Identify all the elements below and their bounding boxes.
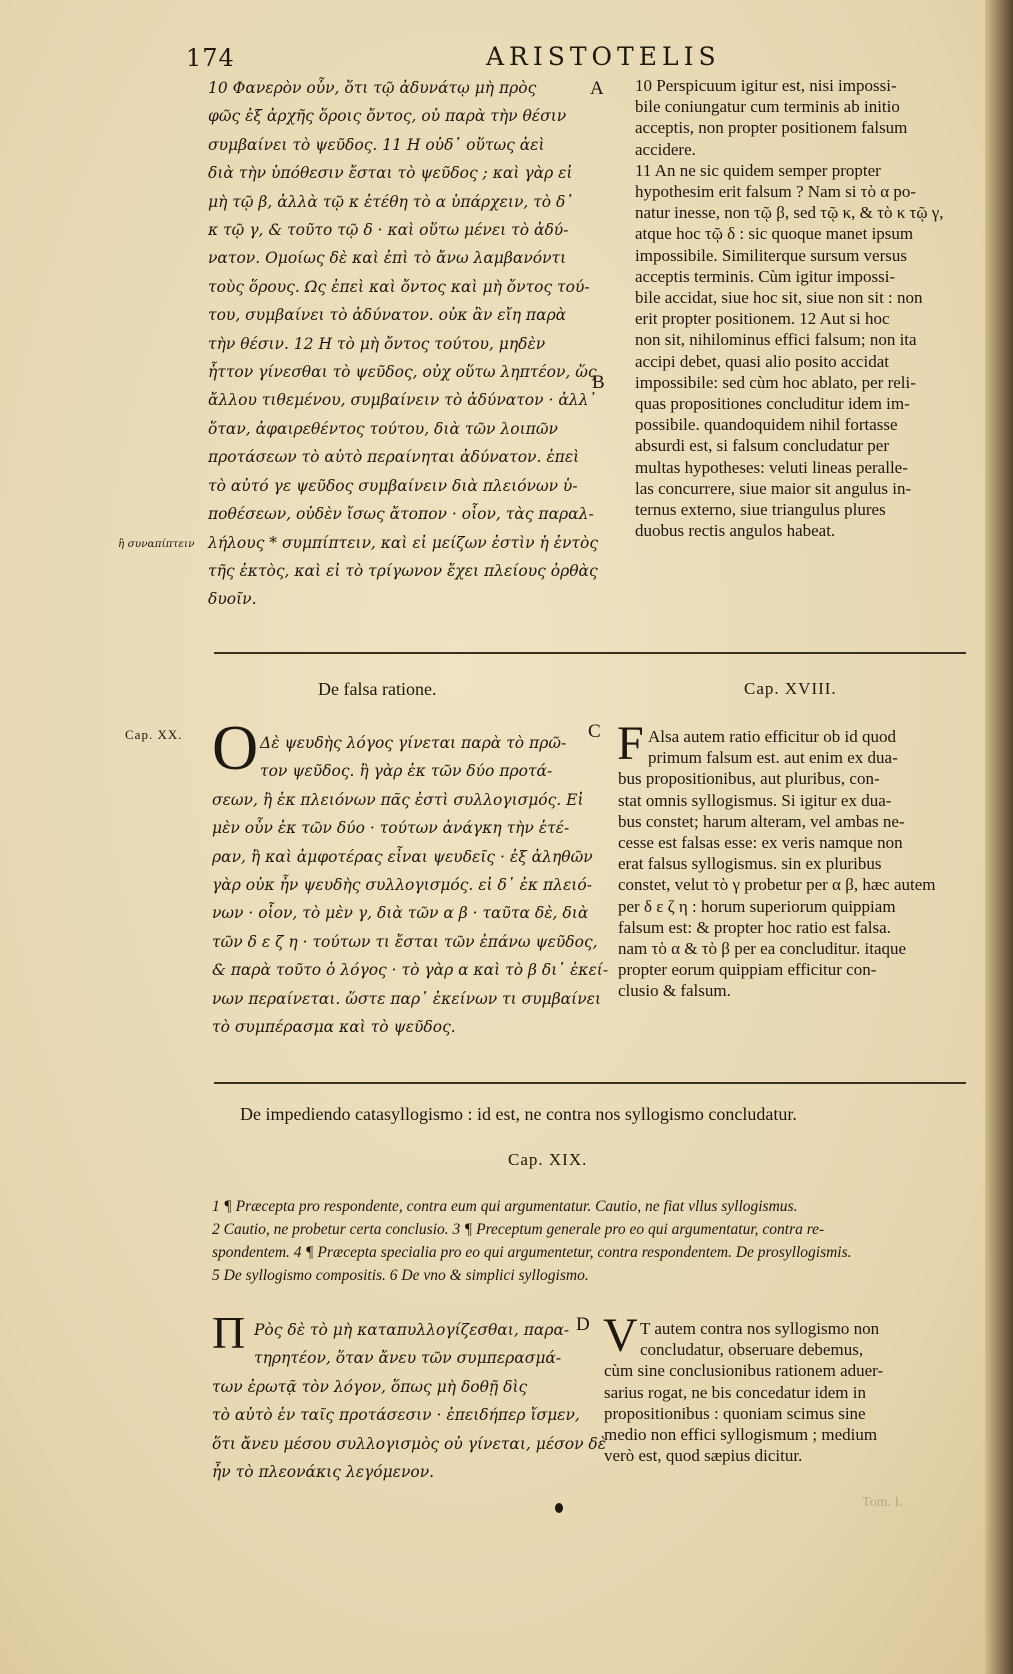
latin-line: natur inesse, non τῷ β, sed τῷ κ, & τὸ κ τῷ γ, [635, 203, 944, 223]
greek-column-section1 [208, 74, 599, 614]
running-head: ARISTOTELIS [486, 42, 721, 71]
greek-line: προτάσεων τὸ αὐτὸ περαίνηται ἀδύνατον. ἐπεὶ [208, 448, 580, 467]
latin-line: cesse est falsas esse: ex veris namque non [618, 833, 903, 853]
greek-line: νων περαίνεται. ὥστε παρ᾽ ἐκείνων τι συμβαίνει [212, 989, 602, 1008]
latin-line: multas hypotheses: veluti lineas peralle- [635, 457, 908, 477]
greek-line: των ἐρωτᾷ τὸν λόγον, ὅπως μὴ δοθῇ δὶς [212, 1377, 528, 1396]
greek-line: τῶν δ ε ζ η · τούτων τι ἔσται τῶν ἐπάνω ψεῦδος, [212, 932, 598, 951]
latin-line: stat omnis syllogismus. Si igitur ex dua- [618, 790, 892, 810]
contents-line: spondentem. 4 ¶ Præcepta specialia pro eo qui argumentetur, contra respondentem. De prosyllogismis. [212, 1244, 852, 1261]
greek-line: κ τῷ γ, & τοῦτο τῷ δ · καὶ οὕτω μένει τὸ ἀδύ- [208, 221, 569, 240]
greek-line: τὸ αὐτὸ ἐν ταῖς προτάσεσιν · ἐπειδήπερ ἴσμεν, [212, 1406, 580, 1425]
greek-line: Δὲ ψευδὴς λόγος γίνεται παρὰ τὸ πρῶ- [260, 734, 567, 752]
latin-line: concludatur, obseruare debemus, [640, 1340, 864, 1360]
latin-column-section3 [604, 1318, 949, 1466]
marker-c: C [588, 721, 601, 742]
latin-line: per δ ε ζ η : horum superiorum quippiam [618, 896, 896, 916]
chapter-label: Cap. XVIII. [744, 679, 837, 698]
latin-line: sarius rogat, ne bis concedatur idem in [604, 1382, 867, 1402]
greek-line: τον ψεῦδος. ἢ γὰρ ἐκ τῶν δύο προτά- [260, 762, 553, 781]
contents-line: 1 ¶ Præcepta pro respondente, contra eum qui argumentatur. Cautio, ne fiat vllus syllogismus. [212, 1198, 798, 1215]
greek-line: ὅτι ἄνευ μέσου συλλογισμὸς οὐ γίνεται, μέσον δὲ [212, 1434, 607, 1453]
latin-line: bus constet; harum alteram, vel ambas ne- [618, 811, 905, 831]
contents-line: 2 Cautio, ne probetur certa conclusio. 3 ¶ Preceptum generale pro eo qui argumentatur, contra re- [212, 1221, 825, 1238]
greek-line: τοὺς ὅρους. Ως ἐπεὶ καὶ ὄντος καὶ μὴ ὄντος τού- [208, 277, 590, 296]
latin-line: acceptis terminis. Cùm igitur impossi- [635, 266, 896, 286]
greek-line: φῶς ἐξ ἀρχῆς ὅροις ὄντος, οὐ παρὰ τὴν θέσιν [208, 107, 567, 126]
greek-line: τὸ αὐτό γε ψεῦδος συμβαίνειν διὰ πλειόνων ὑ- [208, 476, 578, 495]
greek-line: σεων, ἢ ἐκ πλειόνων πᾶς ἐστὶ συλλογισμός. Εἰ [212, 790, 584, 809]
latin-line: absurdi est, si falsum concludatur per [635, 436, 889, 456]
latin-line: bile coniungatur cum terminis ab initio [635, 97, 900, 117]
section-divider [214, 1082, 966, 1084]
latin-line: impossibile: sed cùm hoc ablato, per reli- [635, 372, 916, 392]
latin-line: possibile. quandoquidem nihil fortasse [635, 415, 898, 435]
latin-dropcap: V [603, 1309, 638, 1362]
latin-column-section2 [618, 726, 963, 1002]
latin-line: non sit, nihilominus effici falsum; non ita [635, 330, 917, 350]
latin-line: bus propositionibus, aut pluribus, con- [618, 769, 880, 789]
greek-line: τὴν θέσιν. 12 Η τὸ μὴ ὄντος τούτου, μηδὲν [208, 334, 546, 353]
marker-b: B [592, 372, 605, 393]
latin-line: nam τὸ α & τὸ β per ea concluditur. itaque [618, 939, 907, 959]
latin-line: falsum est: & propter hoc ratio est falsa. [618, 917, 891, 937]
greek-line: ἦν τὸ πλεονάκις λεγόμενον. [212, 1463, 435, 1482]
latin-line: constet, velut τὸ γ probetur per α β, hæc autem [618, 875, 936, 895]
greek-line: δυοῖν. [208, 590, 257, 609]
section-divider [214, 652, 966, 654]
latin-line: primum falsum est. aut enim ex dua- [648, 748, 898, 768]
latin-line: accidere. [635, 139, 696, 159]
latin-line: cùm sine conclusionibus rationem aduer- [604, 1361, 884, 1381]
greek-line: ἄλλου τιθεμένου, συμβαίνειν τὸ ἀδύνατον · ἀλλ᾽ [208, 391, 597, 410]
greek-line: ὅταν, ἀφαιρεθέντος τούτου, διὰ τῶν λοιπῶν [208, 419, 558, 438]
latin-column-section1 [635, 75, 965, 541]
latin-dropcap: F [617, 717, 644, 770]
greek-line: ποθέσεων, οὐδὲν ἴσως ἄτοπον · οἷον, τὰς παραλ- [208, 505, 594, 524]
chapter-contents [212, 1195, 912, 1287]
latin-line: Alsa autem ratio efficitur ob id quod [648, 727, 897, 746]
greek-line: λήλους * συμπίπτειν, καὶ εἰ μείζων ἐστὶν ἡ ἐντὸς [208, 533, 599, 552]
greek-dropcap: O [212, 712, 259, 783]
latin-line: bile accidat, siue hoc sit, siue non sit : non [635, 288, 923, 308]
page-number: 174 [186, 44, 235, 72]
greek-column-section3 [212, 1316, 607, 1486]
latin-line: atque hoc τῷ δ : sic quoque manet ipsum [635, 224, 914, 244]
latin-line: propositionibus : quoniam scimus sine [604, 1403, 866, 1423]
greek-line: μὴ τῷ β, ἀλλὰ τῷ κ ἐτέθη τὸ α ὑπάρχειν, τὸ δ᾽ [208, 192, 574, 211]
section-title-greek-side: De falsa ratione. [318, 679, 437, 699]
latin-line: erit propter positionem. 12 Aut si hoc [635, 309, 890, 329]
page-edge-shadow [985, 0, 1013, 1674]
latin-line: quas propositiones concluditur idem im- [635, 394, 910, 414]
greek-line: μὲν οὖν ἐκ τῶν δύο · τούτων ἀνάγκη τὴν ἑτέ- [212, 819, 570, 838]
greek-line: 10 Φανερὸν οὖν, ὅτι τῷ ἀδυνάτῳ μὴ πρὸς [208, 79, 537, 97]
greek-column-section2 [212, 729, 609, 1041]
greek-line: ἧττον γίνεσθαι τὸ ψεῦδος, οὐχ οὕτω ληπτέον, ὥς [208, 363, 597, 382]
greek-line: τηρητέον, ὅταν ἄνευ τῶν συμπερασμά- [254, 1349, 562, 1368]
marginal-variant-note: ἢ συναπίπτειν [118, 538, 195, 550]
marker-a: A [590, 78, 604, 99]
section-title: De impediendo catasyllogismo : id est, ne contra nos syllogismo concludatur. [240, 1104, 797, 1124]
latin-line: acceptis, non propter positionem falsum [635, 118, 908, 138]
ornament-dot [555, 1503, 563, 1513]
latin-line: 11 An ne sic quidem semper propter [635, 160, 881, 180]
latin-line: medio non effici syllogismum ; medium [604, 1425, 878, 1445]
greek-line: τὸ συμπέρασμα καὶ τὸ ψεῦδος. [212, 1018, 456, 1037]
greek-dropcap: Π [212, 1307, 246, 1358]
contents-line: 5 De syllogismo compositis. 6 De vno & simplici syllogismo. [212, 1267, 589, 1284]
greek-line: & παρὰ τοῦτο ὁ λόγος · τὸ γὰρ α καὶ τὸ β δι᾽ ἐκεί- [212, 961, 609, 980]
greek-line: ραν, ἢ καὶ ἀμφοτέρας εἶναι ψευδεῖς · ἐξ ἀληθῶν [212, 847, 593, 866]
latin-line: propter eorum quippiam efficitur con- [618, 960, 877, 980]
greek-line: του, συμβαίνει τὸ ἀδύνατον. οὐκ ἂν εἴη παρὰ [208, 306, 567, 325]
greek-line: διὰ τὴν ὑπόθεσιν ἔσται τὸ ψεῦδος ; καὶ γὰρ εἰ [208, 164, 573, 183]
latin-line: clusio & falsum. [618, 981, 731, 1001]
latin-line: accipi debet, quasi alio posito accidat [635, 351, 889, 371]
latin-line: duobus rectis angulos habeat. [635, 521, 836, 541]
latin-line: impossibile. Similiterque sursum versus [635, 245, 907, 265]
latin-line: erat falsus syllogismus. sin ex pluribus [618, 854, 882, 874]
latin-line: ternus externo, siue triangulus plures [635, 500, 886, 520]
greek-line: τῆς ἐκτὸς, καὶ εἰ τὸ τρίγωνον ἔχει πλείους ὀρθὰς [208, 561, 598, 580]
latin-line: 10 Perspicuum igitur est, nisi impossi- [635, 76, 897, 95]
marker-d: D [576, 1314, 590, 1335]
greek-line: συμβαίνει τὸ ψεῦδος. 11 Η οὐδ᾽ οὕτως ἀεὶ [208, 135, 545, 154]
latin-line: hypothesim erit falsum ? Nam si τὸ α po- [635, 182, 917, 202]
page-header [0, 40, 1013, 74]
latin-line: las concurrere, siue maior sit angulus in- [635, 478, 912, 498]
greek-line: Ρὸς δὲ τὸ μὴ καταπυλλογίζεσθαι, παρα- [254, 1321, 570, 1339]
greek-line: νατον. Ομοίως δὲ καὶ ἐπὶ τὸ ἄνω λαμβανόντι [208, 249, 567, 268]
greek-line: νων · οἷον, τὸ μὲν γ, διὰ τῶν α β · ταῦτα δὲ, διὰ [212, 904, 589, 923]
chapter-label: Cap. XIX. [508, 1150, 588, 1169]
latin-line: T autem contra nos syllogismo non [640, 1319, 880, 1338]
show-through-text: Tom. I. [862, 1495, 903, 1510]
side-chapter-label: Cap. XX. [125, 727, 183, 742]
latin-line: verò est, quod sæpius dicitur. [604, 1446, 803, 1466]
greek-line: γὰρ οὐκ ἦν ψευδὴς συλλογισμός. εἰ δ᾽ ἐκ πλειό- [212, 876, 592, 895]
